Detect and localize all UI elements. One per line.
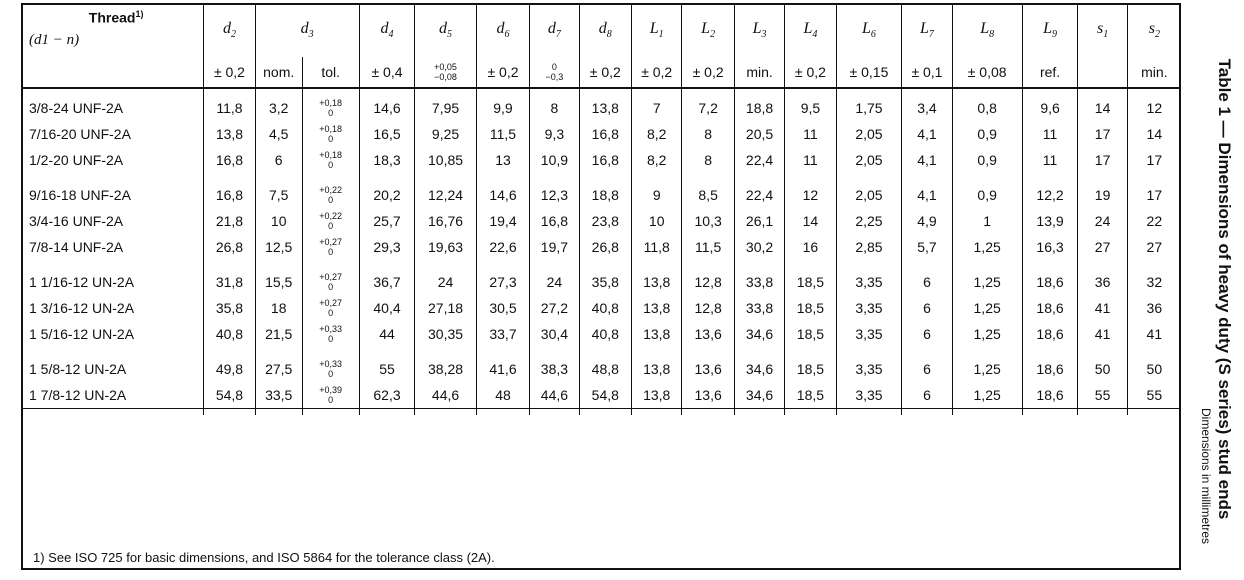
value-cell: 0,9 xyxy=(952,182,1022,208)
value-cell: 12 xyxy=(1127,95,1181,121)
value-cell: 1,25 xyxy=(952,295,1022,321)
value-cell: 23,8 xyxy=(579,208,632,234)
value-cell: 11 xyxy=(1022,121,1078,147)
value-cell: 49,8 xyxy=(204,356,255,382)
value-cell: 16,8 xyxy=(204,182,255,208)
value-cell: 18,6 xyxy=(1022,295,1078,321)
value-cell: 11,8 xyxy=(632,234,682,260)
value-cell: 2,85 xyxy=(836,234,902,260)
value-cell: 33,8 xyxy=(734,269,784,295)
tolerance-stack: +0,18 0 xyxy=(319,150,343,170)
column-header-L8 xyxy=(952,3,1022,57)
column-header-d8 xyxy=(579,3,632,57)
value-cell: 62,3 xyxy=(359,382,415,409)
thread-header xyxy=(21,3,204,88)
tolerance-stack: +0,27 0 xyxy=(319,272,343,292)
value-cell: 3,35 xyxy=(836,269,902,295)
value-cell: 17 xyxy=(1078,147,1127,173)
value-cell: 24 xyxy=(415,269,476,295)
value-cell: 17 xyxy=(1127,147,1181,173)
value-cell: 1,75 xyxy=(836,95,902,121)
value-cell: 34,6 xyxy=(734,382,784,409)
value-cell: 11 xyxy=(785,147,836,173)
column-header-d4 xyxy=(359,3,415,57)
value-cell: 9,25 xyxy=(415,121,476,147)
tolerance-cell xyxy=(302,295,359,321)
value-cell: 55 xyxy=(1127,382,1181,409)
value-cell: 5,7 xyxy=(902,234,952,260)
column-header-d7 xyxy=(530,3,579,57)
value-cell: 6 xyxy=(902,382,952,409)
column-symbol: $L_4$ xyxy=(803,19,818,41)
tolerance-stack: +0,22 0 xyxy=(319,211,343,231)
value-cell: 35,8 xyxy=(204,295,255,321)
value-cell: 13,8 xyxy=(204,121,255,147)
value-cell: 27,5 xyxy=(255,356,302,382)
value-cell: 21,8 xyxy=(204,208,255,234)
column-header-L9 xyxy=(1022,3,1078,57)
value-cell: 12,8 xyxy=(682,269,735,295)
column-header-L1 xyxy=(632,3,682,57)
value-cell: 24 xyxy=(1078,208,1127,234)
table-row xyxy=(21,382,1181,409)
row-spacer xyxy=(21,88,1181,95)
table-title: Table 1 — Dimensions of heavy duty (S series) stud ends xyxy=(1215,58,1234,520)
tolerance-cell xyxy=(302,182,359,208)
column-header-L4 xyxy=(785,3,836,57)
tolerance-header xyxy=(1078,57,1127,88)
value-cell: 16,8 xyxy=(579,121,632,147)
value-cell: 12,2 xyxy=(1022,182,1078,208)
value-cell: 31,8 xyxy=(204,269,255,295)
value-cell: 40,4 xyxy=(359,295,415,321)
value-cell: 10 xyxy=(255,208,302,234)
footnote: 1) See ISO 725 for basic dimensions, and ISO 5864 for the tolerance class (2A). xyxy=(33,550,495,565)
value-cell: 36,7 xyxy=(359,269,415,295)
value-cell: 14 xyxy=(1127,121,1181,147)
tolerance-header: min. xyxy=(734,57,784,88)
value-cell: 0,8 xyxy=(952,95,1022,121)
value-cell: 26,1 xyxy=(734,208,784,234)
value-cell: 30,5 xyxy=(476,295,530,321)
value-cell: 38,28 xyxy=(415,356,476,382)
value-cell: 11,8 xyxy=(204,95,255,121)
value-cell: 8 xyxy=(530,95,579,121)
value-cell: 13,8 xyxy=(632,295,682,321)
value-cell: 13,8 xyxy=(632,269,682,295)
value-cell: 13,8 xyxy=(579,95,632,121)
tolerance-stack: +0,18 0 xyxy=(319,124,343,144)
value-cell: 10,85 xyxy=(415,147,476,173)
value-cell: 4,9 xyxy=(902,208,952,234)
column-header-L2 xyxy=(682,3,735,57)
column-symbol: $L_9$ xyxy=(1043,19,1057,41)
value-cell: 1,25 xyxy=(952,234,1022,260)
value-cell: 33,7 xyxy=(476,321,530,347)
table-row xyxy=(21,208,1181,234)
thread-cell: 1 3/16-12 UN-2A xyxy=(29,300,135,316)
value-cell: 7,2 xyxy=(682,95,735,121)
value-cell: 18,6 xyxy=(1022,321,1078,347)
column-symbol: $d_2$ xyxy=(222,19,236,41)
value-cell: 18,5 xyxy=(785,356,836,382)
column-symbol: $L_2$ xyxy=(701,19,716,41)
value-cell: 20,2 xyxy=(359,182,415,208)
tolerance-stack: +0,33 0 xyxy=(319,324,343,344)
thread-header-sub: (d1 − n) xyxy=(29,31,80,48)
column-header-L7 xyxy=(902,3,952,57)
value-cell: 26,8 xyxy=(579,234,632,260)
value-cell: 13,8 xyxy=(632,356,682,382)
value-cell: 3,35 xyxy=(836,295,902,321)
value-cell: 36 xyxy=(1078,269,1127,295)
value-cell: 8,2 xyxy=(632,147,682,173)
value-cell: 25,7 xyxy=(359,208,415,234)
value-cell: 8 xyxy=(682,121,735,147)
tolerance-header: ± 0,1 xyxy=(902,57,952,88)
tolerance-header: ± 0,2 xyxy=(476,57,530,88)
table-row xyxy=(21,269,1181,295)
value-cell: 48,8 xyxy=(579,356,632,382)
value-cell: 16,8 xyxy=(204,147,255,173)
value-cell: 19,63 xyxy=(415,234,476,260)
value-cell: 13,9 xyxy=(1022,208,1078,234)
tolerance-stack: +0,27 0 xyxy=(319,237,343,257)
value-cell: 14 xyxy=(785,208,836,234)
column-symbol: $L_6$ xyxy=(862,19,876,41)
tolerance-header: tol. xyxy=(302,57,359,88)
value-cell: 3,4 xyxy=(902,95,952,121)
value-cell: 11,5 xyxy=(682,234,735,260)
column-symbol: $d_3$ xyxy=(300,19,314,41)
value-cell: 19,4 xyxy=(476,208,530,234)
column-header-d5 xyxy=(415,3,476,57)
thread-cell: 9/16-18 UNF-2A xyxy=(29,187,131,203)
value-cell: 9,5 xyxy=(785,95,836,121)
row-spacer xyxy=(21,409,1181,416)
value-cell: 44,6 xyxy=(530,382,579,409)
dimensions-table xyxy=(21,3,1181,415)
column-symbol: $d_8$ xyxy=(598,19,612,41)
value-cell: 44,6 xyxy=(415,382,476,409)
tolerance-stack: +0,33 0 xyxy=(319,359,343,379)
column-symbol: $d_6$ xyxy=(496,19,510,41)
value-cell: 10,9 xyxy=(530,147,579,173)
column-symbol: $L_8$ xyxy=(980,19,995,41)
value-cell: 8,5 xyxy=(682,182,735,208)
value-cell: 14,6 xyxy=(476,182,530,208)
value-cell: 18,5 xyxy=(785,321,836,347)
value-cell: 2,05 xyxy=(836,182,902,208)
value-cell: 29,3 xyxy=(359,234,415,260)
value-cell: 40,8 xyxy=(579,295,632,321)
column-header-L6 xyxy=(836,3,902,57)
value-cell: 2,25 xyxy=(836,208,902,234)
value-cell: 6 xyxy=(902,321,952,347)
value-cell: 19 xyxy=(1078,182,1127,208)
value-cell: 27,3 xyxy=(476,269,530,295)
table-row xyxy=(21,182,1181,208)
value-cell: 18,3 xyxy=(359,147,415,173)
table-row xyxy=(21,234,1181,260)
value-cell: 55 xyxy=(359,356,415,382)
column-header-d3 xyxy=(255,3,359,57)
value-cell: 6 xyxy=(902,356,952,382)
value-cell: 1,25 xyxy=(952,382,1022,409)
thread-cell: 3/8-24 UNF-2A xyxy=(29,100,124,116)
value-cell: 18,5 xyxy=(785,295,836,321)
tolerance-cell xyxy=(302,269,359,295)
value-cell: 34,6 xyxy=(734,321,784,347)
value-cell: 30,35 xyxy=(415,321,476,347)
value-cell: 18,5 xyxy=(785,382,836,409)
value-cell: 18,5 xyxy=(785,269,836,295)
tolerance-stack: +0,27 0 xyxy=(319,298,343,318)
value-cell: 4,1 xyxy=(902,121,952,147)
units-note: Dimensions in millimetres xyxy=(1199,407,1213,545)
value-cell: 2,05 xyxy=(836,147,902,173)
value-cell: 12 xyxy=(785,182,836,208)
thread-cell: 3/4-16 UNF-2A xyxy=(29,213,124,229)
value-cell: 27 xyxy=(1127,234,1181,260)
value-cell: 4,1 xyxy=(902,182,952,208)
value-cell: 24 xyxy=(530,269,579,295)
row-spacer xyxy=(21,347,1181,356)
value-cell: 10 xyxy=(632,208,682,234)
value-cell: 40,8 xyxy=(204,321,255,347)
value-cell: 11,5 xyxy=(476,121,530,147)
tolerance-stack: +0,05 −0,08 xyxy=(434,62,457,82)
tolerance-header: ref. xyxy=(1022,57,1078,88)
tolerance-header: nom. xyxy=(255,57,302,88)
value-cell: 8,2 xyxy=(632,121,682,147)
thread-cell: 1 5/16-12 UN-2A xyxy=(29,326,135,342)
value-cell: 7,5 xyxy=(255,182,302,208)
value-cell: 11 xyxy=(785,121,836,147)
value-cell: 30,2 xyxy=(734,234,784,260)
value-cell: 54,8 xyxy=(204,382,255,409)
tolerance-header: ± 0,2 xyxy=(632,57,682,88)
value-cell: 13 xyxy=(476,147,530,173)
value-cell: 3,35 xyxy=(836,382,902,409)
value-cell: 33,8 xyxy=(734,295,784,321)
value-cell: 16 xyxy=(785,234,836,260)
value-cell: 50 xyxy=(1127,356,1181,382)
table-row xyxy=(21,356,1181,382)
value-cell: 8 xyxy=(682,147,735,173)
value-cell: 3,35 xyxy=(836,321,902,347)
value-cell: 41 xyxy=(1127,321,1181,347)
tolerance-stack: 0 −0,3 xyxy=(545,62,564,82)
value-cell: 35,8 xyxy=(579,269,632,295)
value-cell: 16,8 xyxy=(579,147,632,173)
value-cell: 41 xyxy=(1078,321,1127,347)
tolerance-stack: +0,39 0 xyxy=(319,385,343,405)
value-cell: 11 xyxy=(1022,147,1078,173)
value-cell: 48 xyxy=(476,382,530,409)
tolerance-cell xyxy=(302,321,359,347)
value-cell: 9,3 xyxy=(530,121,579,147)
value-cell: 0,9 xyxy=(952,147,1022,173)
column-header-L3 xyxy=(734,3,784,57)
value-cell: 9,6 xyxy=(1022,95,1078,121)
value-cell: 18,8 xyxy=(579,182,632,208)
tolerance-cell xyxy=(302,382,359,409)
value-cell: 15,5 xyxy=(255,269,302,295)
value-cell: 17 xyxy=(1078,121,1127,147)
tolerance-header: ± 0,2 xyxy=(204,57,255,88)
value-cell: 16,76 xyxy=(415,208,476,234)
value-cell: 9 xyxy=(632,182,682,208)
value-cell: 18,6 xyxy=(1022,382,1078,409)
tolerance-cell xyxy=(302,356,359,382)
tolerance-cell xyxy=(302,121,359,147)
value-cell: 13,6 xyxy=(682,356,735,382)
value-cell: 4,1 xyxy=(902,147,952,173)
table-row xyxy=(21,121,1181,147)
value-cell: 13,8 xyxy=(632,382,682,409)
value-cell: 14 xyxy=(1078,95,1127,121)
value-cell: 38,3 xyxy=(530,356,579,382)
thread-cell: 1 5/8-12 UN-2A xyxy=(29,361,127,377)
value-cell: 18,8 xyxy=(734,95,784,121)
thread-cell: 1/2-20 UNF-2A xyxy=(29,152,124,168)
value-cell: 18,6 xyxy=(1022,356,1078,382)
column-header-s2 xyxy=(1127,3,1181,57)
tolerance-cell xyxy=(302,208,359,234)
column-symbol: $d_4$ xyxy=(380,19,394,41)
tolerance-header: ± 0,08 xyxy=(952,57,1022,88)
value-cell: 13,6 xyxy=(682,321,735,347)
value-cell: 6 xyxy=(902,295,952,321)
value-cell: 41 xyxy=(1078,295,1127,321)
value-cell: 40,8 xyxy=(579,321,632,347)
table-row xyxy=(21,295,1181,321)
value-cell: 3,35 xyxy=(836,356,902,382)
value-cell: 27,18 xyxy=(415,295,476,321)
row-spacer xyxy=(21,173,1181,182)
value-cell: 3,2 xyxy=(255,95,302,121)
value-cell: 6 xyxy=(255,147,302,173)
value-cell: 50 xyxy=(1078,356,1127,382)
value-cell: 1,25 xyxy=(952,321,1022,347)
value-cell: 34,6 xyxy=(734,356,784,382)
value-cell: 13,8 xyxy=(632,321,682,347)
column-symbol: $L_7$ xyxy=(920,19,934,41)
value-cell: 20,5 xyxy=(734,121,784,147)
value-cell: 44 xyxy=(359,321,415,347)
thread-cell: 7/8-14 UNF-2A xyxy=(29,239,124,255)
value-cell: 6 xyxy=(902,269,952,295)
column-symbol: $s_2$ xyxy=(1148,19,1160,41)
thread-cell: 7/16-20 UNF-2A xyxy=(29,126,131,142)
value-cell: 55 xyxy=(1078,382,1127,409)
value-cell: 14,6 xyxy=(359,95,415,121)
value-cell: 9,9 xyxy=(476,95,530,121)
tolerance-header xyxy=(530,57,579,88)
thread-cell: 1 1/16-12 UN-2A xyxy=(29,274,135,290)
row-spacer xyxy=(21,260,1181,269)
thread-header-title: Thread$^{1)}$ xyxy=(88,9,144,26)
tolerance-stack: +0,18 0 xyxy=(319,98,343,118)
value-cell: 12,5 xyxy=(255,234,302,260)
header-row-symbols xyxy=(21,3,1181,57)
value-cell: 12,24 xyxy=(415,182,476,208)
column-symbol: $s_1$ xyxy=(1096,19,1109,41)
tolerance-cell xyxy=(302,234,359,260)
tolerance-header: ± 0,15 xyxy=(836,57,902,88)
value-cell: 22,6 xyxy=(476,234,530,260)
value-cell: 12,3 xyxy=(530,182,579,208)
tolerance-cell xyxy=(302,147,359,173)
tolerance-header: ± 0,2 xyxy=(682,57,735,88)
value-cell: 18,6 xyxy=(1022,269,1078,295)
value-cell: 17 xyxy=(1127,182,1181,208)
column-symbol: $L_1$ xyxy=(649,19,664,41)
value-cell: 18 xyxy=(255,295,302,321)
value-cell: 22,4 xyxy=(734,147,784,173)
tolerance-header: ± 0,2 xyxy=(579,57,632,88)
value-cell: 0,9 xyxy=(952,121,1022,147)
column-symbol: $d_5$ xyxy=(439,19,453,41)
table-row xyxy=(21,321,1181,347)
value-cell: 12,8 xyxy=(682,295,735,321)
value-cell: 7 xyxy=(632,95,682,121)
thread-cell: 1 7/8-12 UN-2A xyxy=(21,382,204,409)
value-cell: 30,4 xyxy=(530,321,579,347)
value-cell: 32 xyxy=(1127,269,1181,295)
value-cell: 26,8 xyxy=(204,234,255,260)
column-header-d2 xyxy=(204,3,255,57)
value-cell: 1,25 xyxy=(952,356,1022,382)
value-cell: 19,7 xyxy=(530,234,579,260)
value-cell: 1 xyxy=(952,208,1022,234)
tolerance-header: min. xyxy=(1127,57,1181,88)
value-cell: 22 xyxy=(1127,208,1181,234)
column-header-d6 xyxy=(476,3,530,57)
tolerance-header: ± 0,2 xyxy=(785,57,836,88)
value-cell: 27,2 xyxy=(530,295,579,321)
value-cell: 36 xyxy=(1127,295,1181,321)
value-cell: 16,5 xyxy=(359,121,415,147)
value-cell: 22,4 xyxy=(734,182,784,208)
tolerance-header xyxy=(415,57,476,88)
column-symbol: $L_3$ xyxy=(752,19,767,41)
value-cell: 1,25 xyxy=(952,269,1022,295)
value-cell: 41,6 xyxy=(476,356,530,382)
value-cell: 10,3 xyxy=(682,208,735,234)
value-cell: 7,95 xyxy=(415,95,476,121)
value-cell: 54,8 xyxy=(579,382,632,409)
value-cell: 27 xyxy=(1078,234,1127,260)
value-cell: 16,3 xyxy=(1022,234,1078,260)
value-cell: 21,5 xyxy=(255,321,302,347)
table-row xyxy=(21,147,1181,173)
value-cell: 16,8 xyxy=(530,208,579,234)
value-cell: 13,6 xyxy=(682,382,735,409)
table-row xyxy=(21,95,1181,121)
tolerance-cell xyxy=(302,95,359,121)
value-cell: 4,5 xyxy=(255,121,302,147)
column-header-s1 xyxy=(1078,3,1127,57)
value-cell: 33,5 xyxy=(255,382,302,409)
tolerance-header: ± 0,4 xyxy=(359,57,415,88)
column-symbol: $d_7$ xyxy=(547,19,561,41)
tolerance-stack: +0,22 0 xyxy=(319,185,343,205)
value-cell: 2,05 xyxy=(836,121,902,147)
